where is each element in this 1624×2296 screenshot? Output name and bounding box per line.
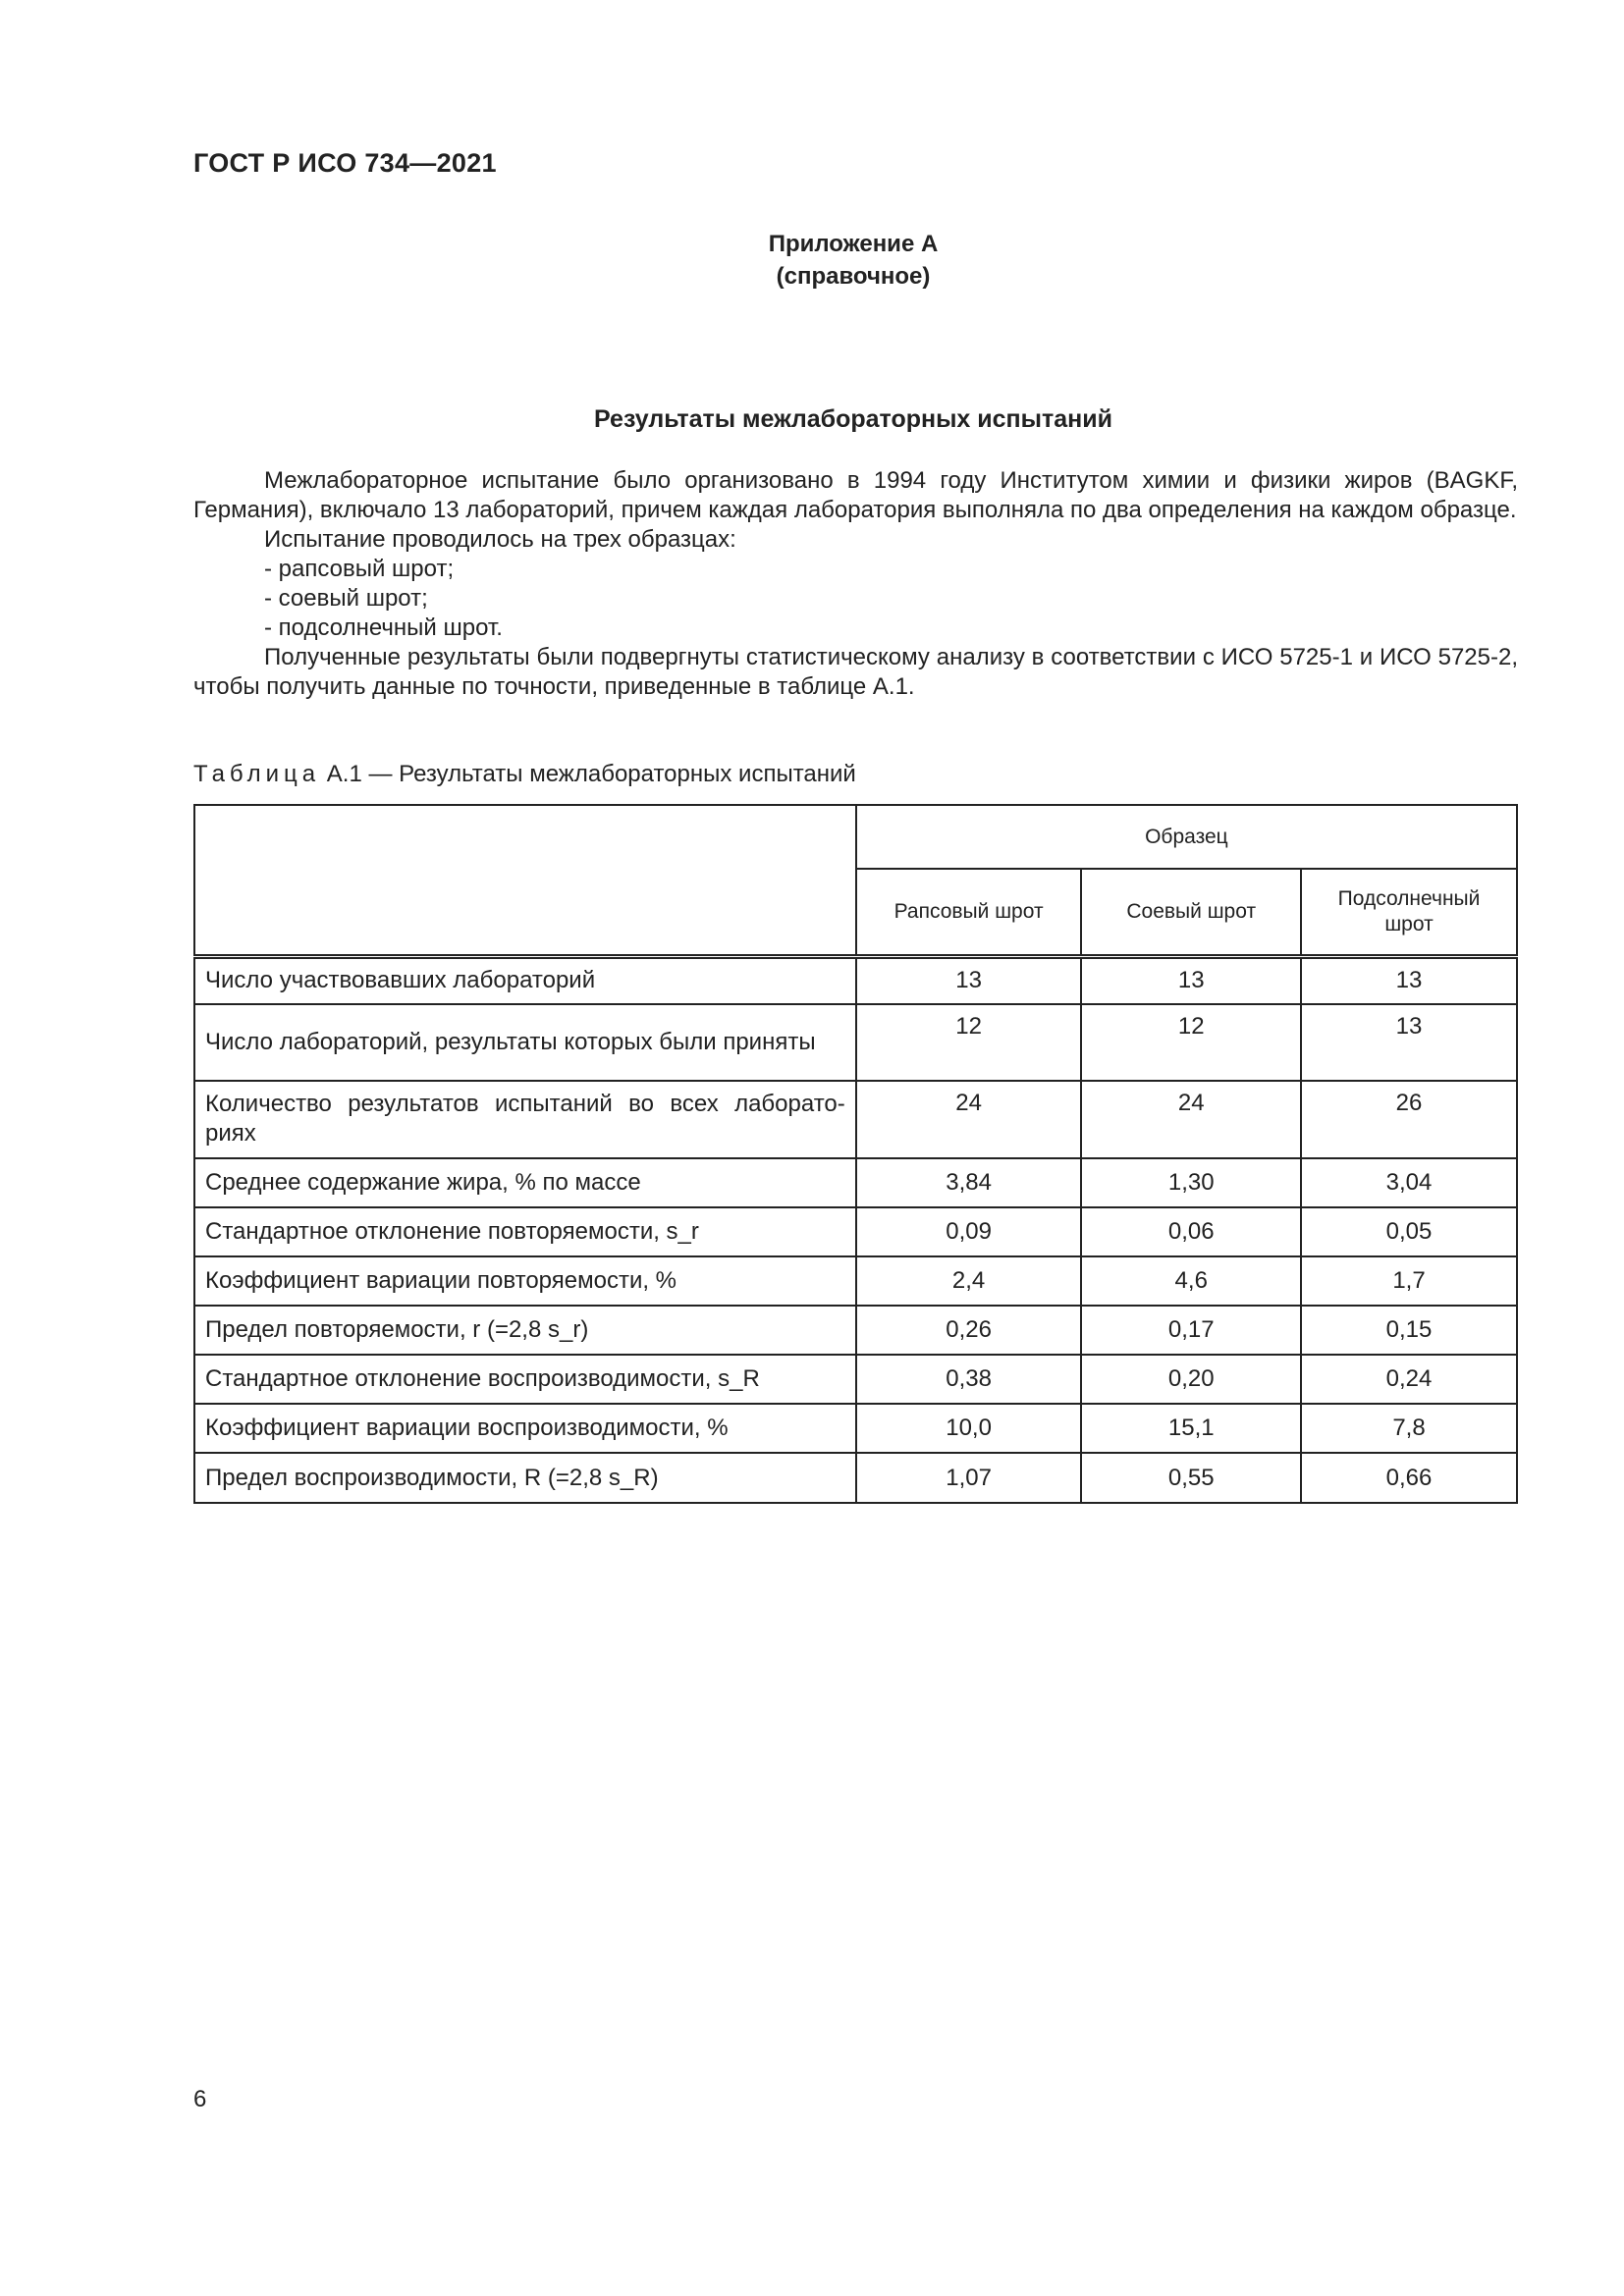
table-row	[194, 1207, 1517, 1256]
cell-value: 0,55	[1081, 1453, 1301, 1503]
appendix-title: Приложение А	[768, 231, 939, 257]
row-label: Коэффициент вариации воспроизводимости, %	[194, 1404, 856, 1453]
cell-value: 10,0	[856, 1404, 1082, 1453]
row-label: Число участвовавших лабораторий	[194, 956, 856, 1004]
column-header: Соевый шрот	[1081, 869, 1301, 956]
list-item: - соевый шрот;	[264, 585, 428, 612]
cell-value: 24	[856, 1081, 1082, 1158]
row-label: Предел воспроизводимости, R (=2,8 s_R)	[194, 1453, 856, 1503]
column-header: Подсолнечный шрот	[1301, 869, 1517, 956]
cell-value: 13	[1301, 956, 1517, 1004]
table-row	[194, 1453, 1517, 1503]
cell-value: 1,7	[1301, 1256, 1517, 1306]
paragraph: Межлабораторное испытание было организовано в 1994 году Институтом химии и физики жиров (BAGKF, Германия), включало 13 лабораторий, причем каждая лаборатория выполняла по два определения на каждом образце.	[193, 467, 1518, 523]
paragraph: Полученные результаты были подвергнуты статистическому анализу в соответствии с ИСО 5725-1 и ИСО 5725-2, чтобы получить данные по точности, приведенные в таблице А.1.	[193, 644, 1518, 700]
body-text	[193, 466, 1518, 702]
row-label: Предел повторяемости, r (=2,8 s_r)	[194, 1306, 856, 1355]
cell-value: 0,09	[856, 1207, 1082, 1256]
page-number: 6	[193, 2086, 207, 2112]
cell-value: 26	[1301, 1081, 1517, 1158]
cell-value: 3,84	[856, 1158, 1082, 1207]
table-caption-text: А.1 — Результаты межлабораторных испытаний	[326, 761, 856, 787]
results-table	[193, 804, 1518, 1504]
cell-value: 2,4	[856, 1256, 1082, 1306]
cell-value: 4,6	[1081, 1256, 1301, 1306]
table-row	[194, 1004, 1517, 1081]
table-row	[194, 956, 1517, 1004]
cell-value: 0,05	[1301, 1207, 1517, 1256]
table-caption	[193, 761, 856, 788]
cell-value: 15,1	[1081, 1404, 1301, 1453]
table-row	[194, 1404, 1517, 1453]
section-title: Результаты межлабораторных испытаний	[593, 405, 1112, 433]
cell-value: 13	[856, 956, 1082, 1004]
row-label: Коэффициент вариации повторяемости, %	[194, 1256, 856, 1306]
row-label: Стандартное отклонение воспроизводимости, s_R	[194, 1355, 856, 1404]
cell-value: 13	[1301, 1004, 1517, 1081]
cell-value: 1,30	[1081, 1158, 1301, 1207]
cell-value: 7,8	[1301, 1404, 1517, 1453]
column-header: Рапсовый шрот	[856, 869, 1082, 956]
list-item: - подсолнечный шрот.	[264, 614, 503, 641]
cell-value: 24	[1081, 1081, 1301, 1158]
cell-value: 1,07	[856, 1453, 1082, 1503]
cell-value: 3,04	[1301, 1158, 1517, 1207]
cell-value: 12	[1081, 1004, 1301, 1081]
table-row	[194, 1256, 1517, 1306]
table-header-row	[194, 805, 1517, 869]
column-group-header: Образец	[856, 805, 1517, 869]
cell-value: 13	[1081, 956, 1301, 1004]
cell-value: 0,06	[1081, 1207, 1301, 1256]
cell-value: 0,38	[856, 1355, 1082, 1404]
row-label: Число лабораторий, результаты которых были приняты	[194, 1004, 856, 1081]
table-corner-cell	[194, 805, 856, 956]
appendix-heading	[0, 228, 1624, 293]
table-caption-prefix: Таблица	[193, 761, 321, 787]
standard-code: ГОСТ Р ИСО 734—2021	[193, 148, 497, 178]
cell-value: 0,24	[1301, 1355, 1517, 1404]
cell-value: 12	[856, 1004, 1082, 1081]
cell-value: 0,26	[856, 1306, 1082, 1355]
cell-value: 0,15	[1301, 1306, 1517, 1355]
table-row	[194, 1306, 1517, 1355]
row-label: Среднее содержание жира, % по массе	[194, 1158, 856, 1207]
table-row	[194, 1081, 1517, 1158]
table-row	[194, 1158, 1517, 1207]
table-row	[194, 1355, 1517, 1404]
list-item: - рапсовый шрот;	[264, 556, 455, 582]
row-label: Стандартное отклонение повторяемости, s_r	[194, 1207, 856, 1256]
appendix-type: (справочное)	[776, 263, 931, 290]
cell-value: 0,66	[1301, 1453, 1517, 1503]
row-label: Количество результатов испытаний во всех лаборато-риях	[194, 1081, 856, 1158]
cell-value: 0,17	[1081, 1306, 1301, 1355]
cell-value: 0,20	[1081, 1355, 1301, 1404]
paragraph: Испытание проводилось на трех образцах:	[264, 526, 736, 553]
